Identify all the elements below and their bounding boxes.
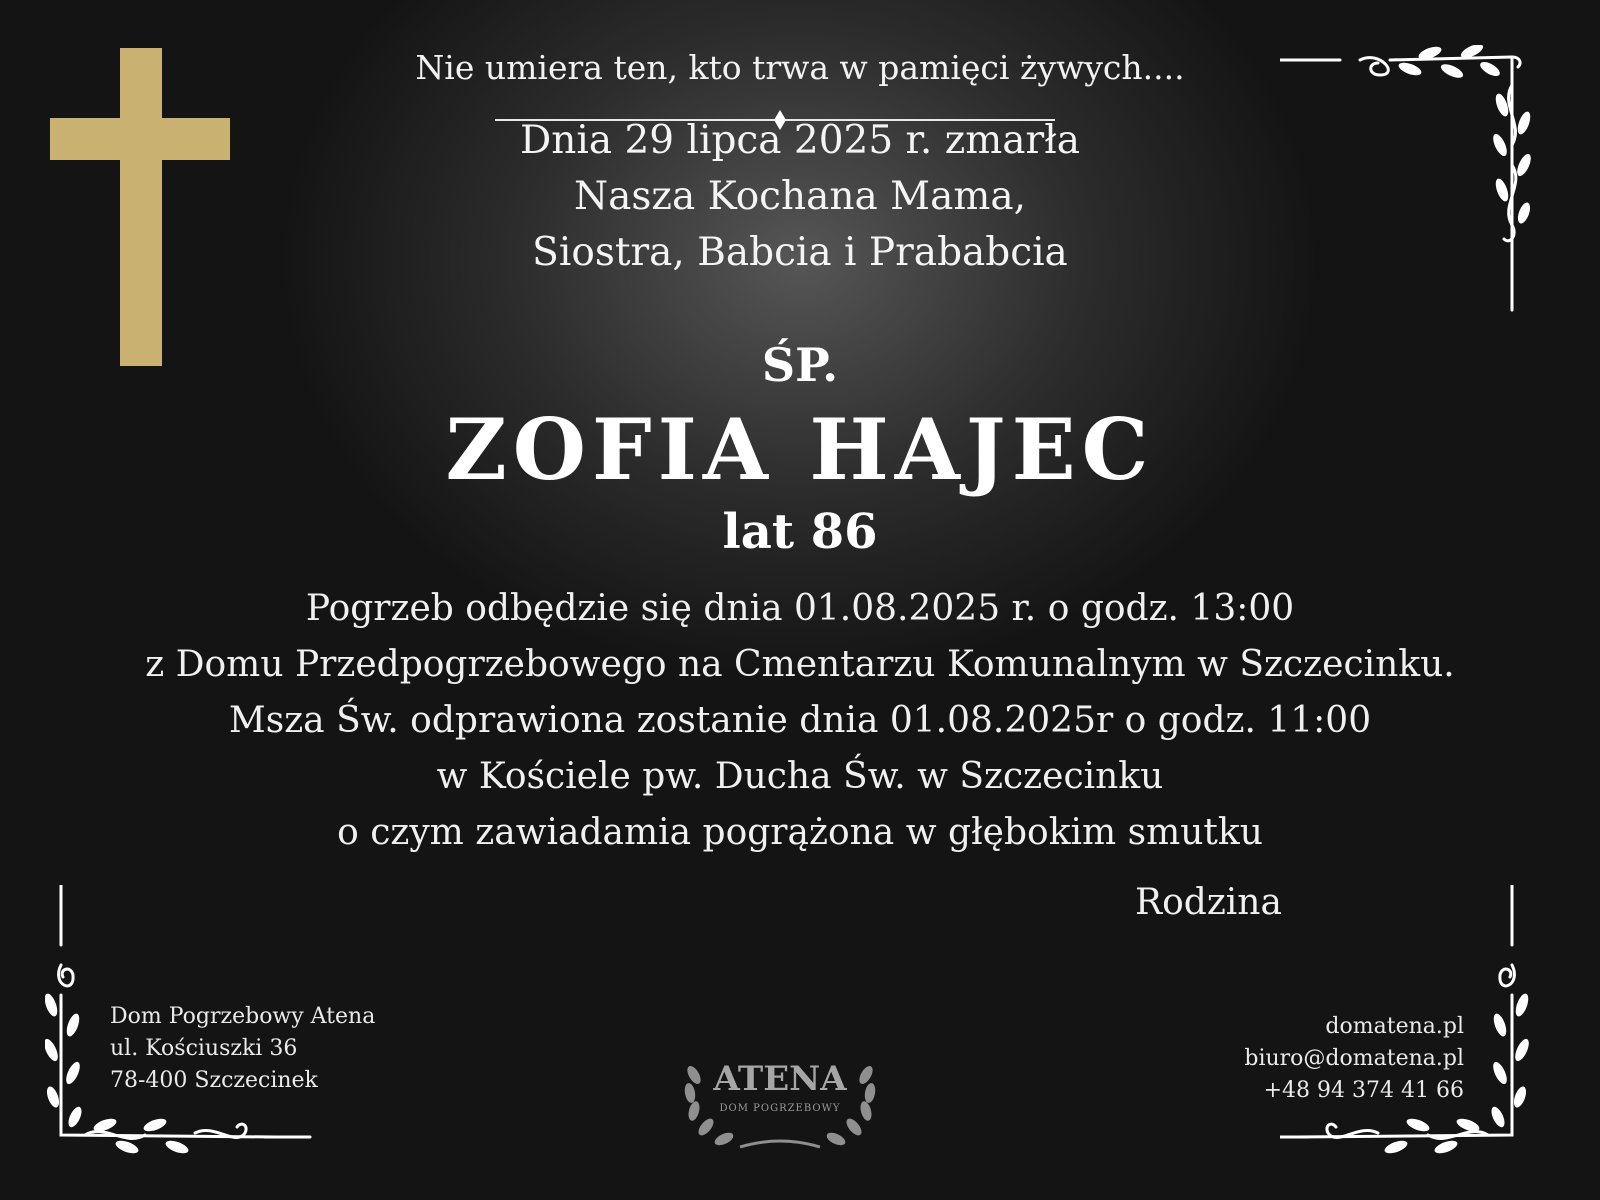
contact-website[interactable]: domatena.pl xyxy=(1325,1014,1464,1039)
funeral-info-line-2: z Domu Przedpogrzebowego na Cmentarzu Komunalnym w Szczecinku. xyxy=(145,644,1455,685)
logo-subtitle: DOM POGRZEBOWY xyxy=(719,1103,841,1114)
signature: Rodzina xyxy=(1135,882,1282,923)
funeral-info-line-5: o czym zawiadamia pogrążona w głębokim smutku xyxy=(337,812,1263,853)
announcement-line-3: Siostra, Babcia i Prababcia xyxy=(532,230,1068,275)
announcement-line-2: Nasza Kochana Mama, xyxy=(574,174,1026,219)
deceased-name: ZOFIA HAJEC xyxy=(445,400,1155,499)
deceased-prefix: ŚP. xyxy=(761,338,839,392)
logo-brand: ATENA xyxy=(713,1059,847,1099)
funeral-home-street: ul. Kościuszki 36 xyxy=(110,1036,298,1061)
funeral-info-line-1: Pogrzeb odbędzie się dnia 01.08.2025 r. o godz. 13:00 xyxy=(305,588,1295,629)
contact-phone[interactable]: +48 94 374 41 66 xyxy=(1263,1078,1464,1103)
motto: Nie umiera ten, kto trwa w pamięci żywych.... xyxy=(415,48,1185,87)
deceased-age: lat 86 xyxy=(722,504,878,560)
funeral-info-line-4: w Kościele pw. Ducha Św. w Szczecinku xyxy=(436,756,1164,797)
funeral-home-name: Dom Pogrzebowy Atena xyxy=(110,1004,376,1029)
contact-email[interactable]: biuro@domatena.pl xyxy=(1244,1046,1464,1071)
announcement-line-1: Dnia 29 lipca 2025 r. zmarła xyxy=(519,118,1081,163)
funeral-info-line-3: Msza Św. odprawiona zostanie dnia 01.08.2025r o godz. 11:00 xyxy=(228,700,1372,741)
funeral-home-city: 78-400 Szczecinek xyxy=(110,1068,318,1093)
laurel-wreath-logo xyxy=(680,1035,880,1155)
